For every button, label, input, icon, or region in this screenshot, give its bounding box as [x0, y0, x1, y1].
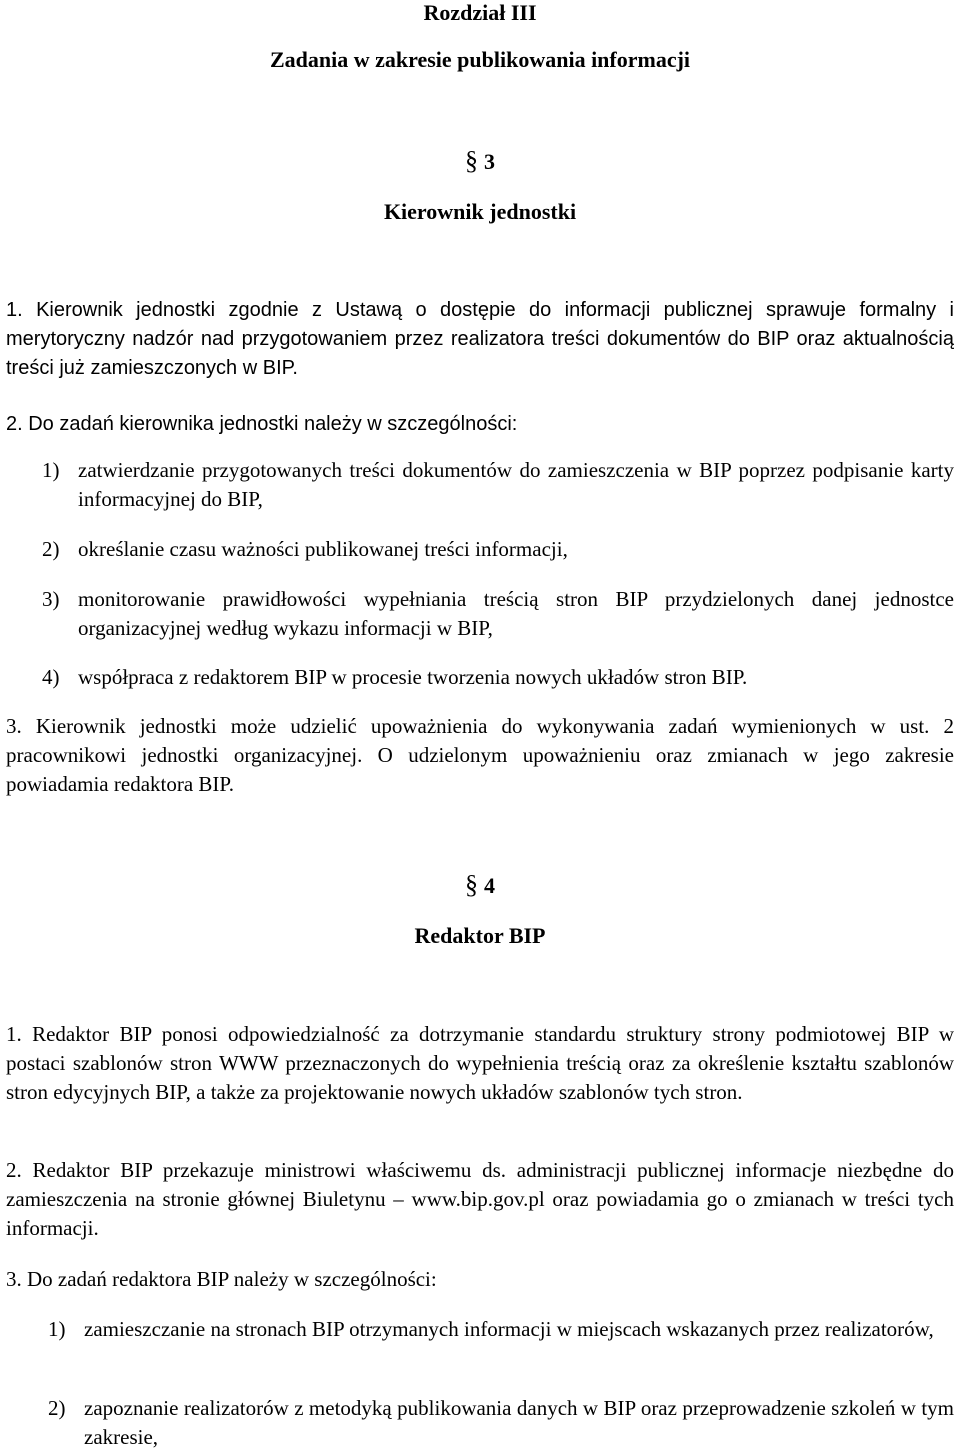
chapter-title: Rozdział III — [423, 0, 537, 25]
list-item-number: 1) — [42, 458, 60, 482]
section-3-list-item-2 — [42, 535, 954, 564]
list-item-number: 4) — [42, 665, 60, 689]
section-4-paragraph-2: 2. Redaktor BIP przekazuje ministrowi właściwemu ds. administracji publicznej informacje niezbędne do zamieszczenia na stronie głównej Biuletynu – www.bip.gov.pl oraz powiadamia go o zmianach w treści tych informacji. — [6, 1158, 954, 1240]
section-4-paragraph-1: 1. Redaktor BIP ponosi odpowiedzialność za dotrzymanie standardu struktury strony podmiotowej BIP w postaci szablonów stron WWW przeznaczonych do wypełnienia treścią oraz za określenie kształtu szablonów stron edycyjnych BIP, a także za projektowanie nowych układów szablonów tych stron. — [6, 1022, 954, 1104]
section-4-number-value: 4 — [484, 873, 495, 898]
list-item-text: określanie czasu ważności publikowanej treści informacji, — [78, 537, 568, 561]
section-4-heading: Redaktor BIP — [414, 923, 546, 948]
section-3-heading: Kierownik jednostki — [383, 199, 577, 224]
section-3-number — [0, 148, 960, 175]
list-item-text: monitorowanie prawidłowości wypełniania treścią stron BIP przydzielonych danej jednostce organizacyjnej według wykazu informacji w BIP, — [78, 587, 954, 640]
list-item-number: 2) — [42, 537, 60, 561]
list-item-number: 2) — [48, 1396, 66, 1420]
section-3-list-item-3 — [42, 585, 954, 643]
list-item-number: 1) — [48, 1317, 66, 1341]
chapter-subtitle: Zadania w zakresie publikowania informacji — [269, 47, 691, 72]
section-3-number-value: 3 — [484, 149, 495, 174]
section-4-list-item-1 — [48, 1315, 954, 1344]
section-3-list-item-1 — [42, 456, 954, 514]
list-item-text: zapoznanie realizatorów z metodyką publikowania danych w BIP oraz przeprowadzenie szkoleń w tym zakresie, — [84, 1396, 954, 1449]
section-4-paragraph-3: 3. Do zadań redaktora BIP należy w szczególności: — [6, 1267, 437, 1291]
section-3-paragraph-1: 1. Kierownik jednostki zgodnie z Ustawą o dostępie do informacji publicznej sprawuje formalny i merytoryczny nadzór nad przygotowaniem przez realizatora treści dokumentów do BIP oraz aktualnością treści już zamieszczonych w BIP. — [6, 299, 954, 379]
section-3-paragraph-3: 3. Kierownik jednostki może udzielić upoważnienia do wykonywania zadań wymienionych w ust. 2 pracownikowi jednostki organizacyjnej. O udzielonym upoważnieniu oraz zmianach w jego zakresie powiadamia redaktora BIP. — [6, 714, 954, 796]
section-3-list-item-4 — [42, 663, 954, 692]
section-4-list-item-2 — [48, 1394, 954, 1452]
section-sign-icon: § — [465, 146, 478, 175]
list-item-text: zatwierdzanie przygotowanych treści dokumentów do zamieszczenia w BIP poprzez podpisanie karty informacyjnej do BIP, — [78, 458, 954, 511]
section-4-number — [0, 872, 960, 899]
list-item-text: zamieszczanie na stronach BIP otrzymanych informacji w miejscach wskazanych przez realizatorów, — [84, 1317, 934, 1341]
section-3-paragraph-2: 2. Do zadań kierownika jednostki należy w szczególności: — [6, 413, 518, 435]
list-item-number: 3) — [42, 587, 60, 611]
section-sign-icon: § — [465, 870, 478, 899]
list-item-text: współpraca z redaktorem BIP w procesie tworzenia nowych układów stron BIP. — [78, 665, 748, 689]
